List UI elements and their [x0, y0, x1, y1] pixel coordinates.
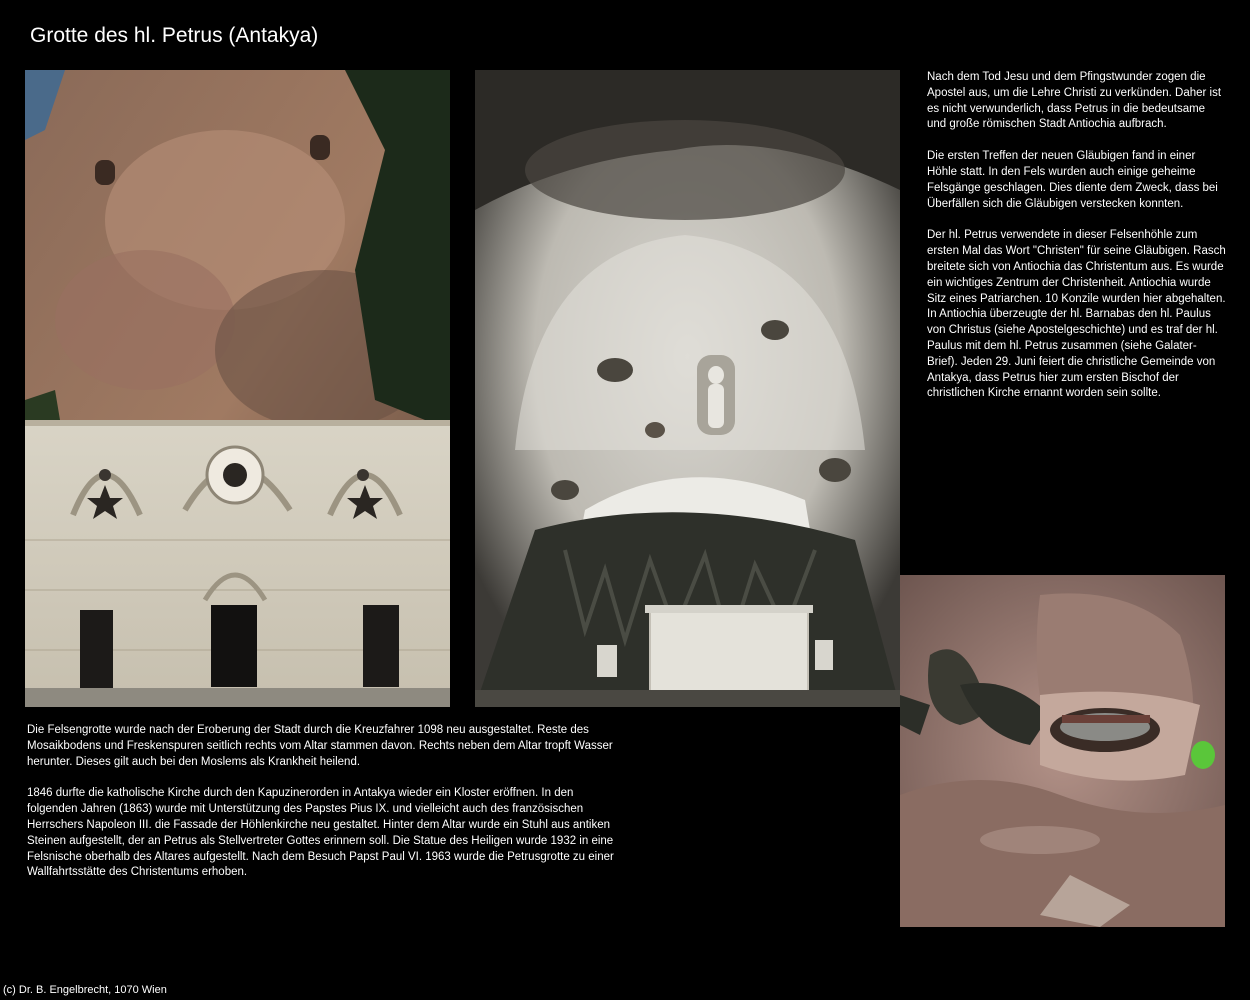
paragraph: Die Felsengrotte wurde nach der Eroberung der Stadt durch die Kreuzfahrer 1098 neu ausgestaltet. Reste des Mosaikbodens und Freskenspuren seitlich rechts vom Altar stammen davon. Rechts neben dem Altar tropft Wasser herunter. Dieses gilt auch bei den Moslems als Krankheit heilend.	[27, 724, 613, 768]
paragraph: Nach dem Tod Jesu und dem Pfingstwunder zogen die Apostel aus, um die Lehre Christi zu verkünden. Daher ist es nicht verwunderlich, dass Petrus in die bedeutsame und große römischen Stadt Antiochia aufbrach.	[927, 71, 1222, 131]
paragraph: Der hl. Petrus verwendete in dieser Felsenhöhle zum ersten Mal das Wort "Christen" für seine Gläubigen. Rasch breitete sich von Antiochia das Christentum aus. Es wurde ein wichtiges Zentrum der Christenheit. Antiochia wurde Sitz eines Patriarchen. 10 Konzile wurden hier abgehalten. In Antiochia überzeugte der hl. Barnabas den hl. Paulus von Christus (siehe Apostelgeschichte) und es traf der hl. Paulus mit dem hl. Petrus zusammen (siehe Galater-Brief). Jeden 29. Juni feiert die christliche Gemeinde von Antakya, dass Petrus hier zum ersten Bischof der christlichen Kirche ernannt worden sein sollte.	[927, 229, 1226, 400]
copyright-footer: (c) Dr. B. Engelbrecht, 1070 Wien	[3, 984, 167, 996]
page-title: Grotte des hl. Petrus (Antakya)	[30, 24, 319, 47]
rock-water-basin-image	[900, 575, 1225, 927]
cave-church-facade-image	[25, 70, 450, 707]
paragraph: 1846 durfte die katholische Kirche durch den Kapuzinerorden in Antakya wieder ein Kloster eröffnen. In den folgenden Jahren (1863) wurde mit Unterstützung des Papstes Pius IX. und vielleicht auch des französischen Herrschers Napoleon III. die Fassade der Höhlenkirche neu gestaltet. Hinter dem Altar wurde ein Stuhl aus antiken Steinen aufgestellt, der an Petrus als Stellvertreter Gottes erinnern soll. Die Statue des Heiligen wurde 1932 in eine Felsnische oberhalb des Altares aufgestellt. Nach dem Besuch Papst Paul VI. 1963 wurde die Petrusgrotte zu einer Wallfahrtsstätte des Christentums erhoben.	[27, 787, 614, 879]
church-facade-photo	[25, 70, 450, 707]
paragraph: Die ersten Treffen der neuen Gläubigen fand in einer Höhle statt. In den Fels wurden auch einige geheime Felsgänge geschlagen. Dies diente dem Zweck, dass bei Überfällen sich die Gläubigen verstecken konnten.	[927, 150, 1218, 210]
grotto-altar-niche-image	[475, 70, 900, 707]
right-description	[927, 70, 1227, 418]
water-basin-photo	[900, 575, 1225, 927]
bottom-description	[27, 723, 627, 897]
grotto-altar-photo	[475, 70, 900, 707]
